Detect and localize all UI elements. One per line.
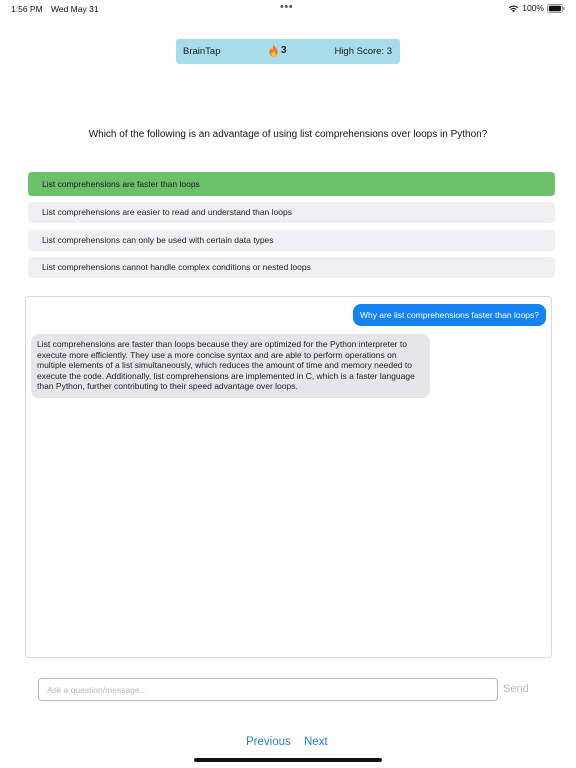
status-bar	[0, 0, 576, 18]
previous-button[interactable]: Previous	[246, 736, 291, 748]
answer-option[interactable]: List comprehensions are easier to read and understand than loops	[28, 202, 555, 223]
score-header	[176, 39, 400, 64]
answer-option-correct[interactable]: List comprehensions are faster than loops	[28, 172, 555, 196]
answer-option[interactable]: List comprehensions cannot handle complex conditions or nested loops	[28, 257, 555, 278]
high-score: High Score: 3	[334, 46, 392, 57]
app-title: BrainTap	[183, 46, 221, 57]
question-text: Which of the following is an advantage of using list comprehensions over loops in Python?	[88, 129, 488, 140]
status-indicators	[508, 3, 565, 13]
user-message-bubble: Why are list comprehensions faster than loops?	[353, 304, 546, 326]
battery-full-icon	[547, 4, 565, 13]
streak-indicator	[268, 44, 287, 57]
streak-count: 3	[281, 45, 287, 56]
multitasking-dots-icon[interactable]: •••	[280, 1, 294, 13]
flame-icon	[268, 44, 279, 57]
answer-option[interactable]: List comprehensions can only be used with certain data types	[28, 230, 555, 251]
status-time: 1:56 PM	[11, 4, 43, 14]
wifi-icon	[508, 4, 519, 13]
assistant-message-bubble: List comprehensions are faster than loops because they are optimized for the Python interpreter to execute more efficiently. They use a more concise syntax and are able to perform operations on multiple elements of a list simultaneously, which reduces the amount of time and memory needed to execute the code. Additionally, list comprehensions are implemented in C, which is a faster language than Python, further contributing to their speed advantage over loops.	[31, 334, 430, 398]
next-button[interactable]: Next	[304, 736, 328, 748]
send-button[interactable]: Send	[503, 683, 529, 695]
message-input[interactable]	[38, 678, 498, 701]
battery-percent: 100%	[522, 3, 544, 13]
status-date: Wed May 31	[51, 4, 99, 14]
home-indicator[interactable]	[194, 758, 382, 762]
chat-panel[interactable]	[25, 296, 552, 658]
